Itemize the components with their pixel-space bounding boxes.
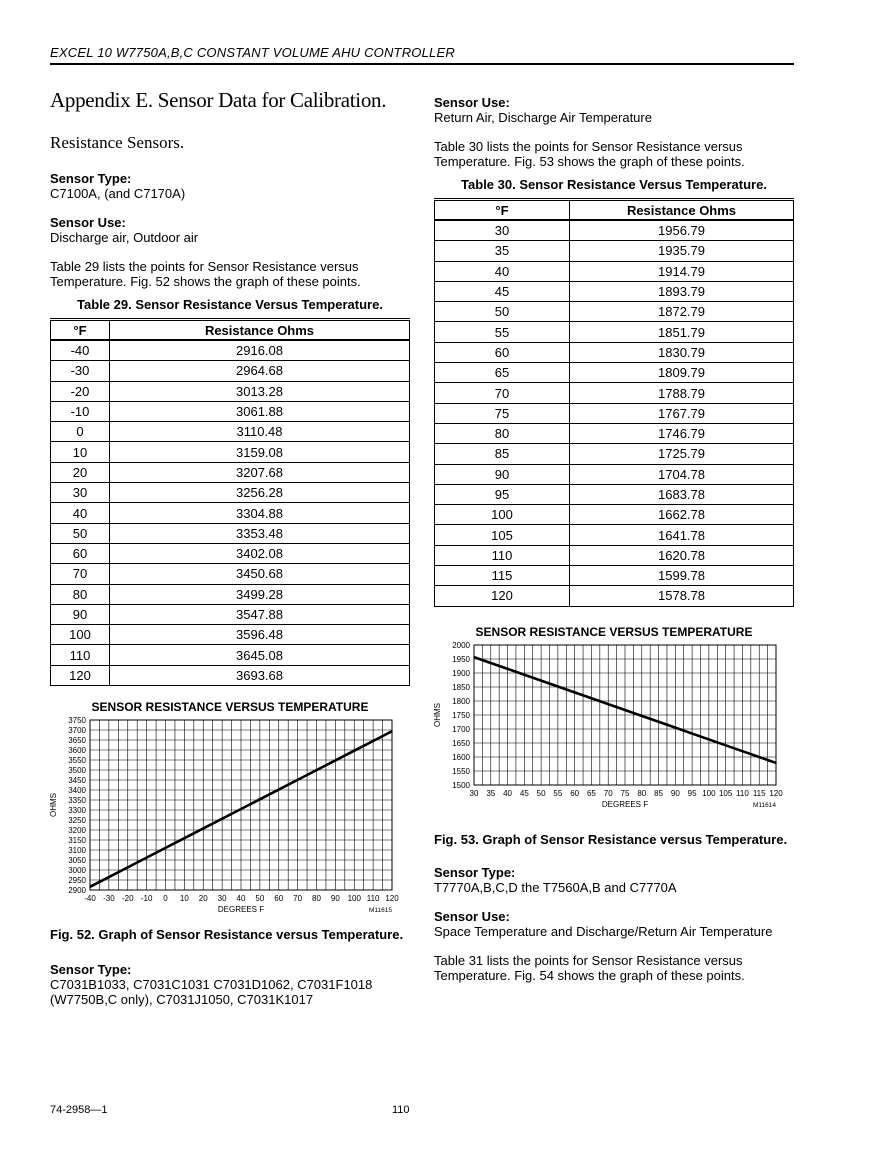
x-tick-label: 55: [553, 788, 563, 798]
data-point: [775, 762, 777, 764]
cell-resistance: 3499.28: [110, 584, 410, 604]
table-row: [435, 423, 794, 443]
table-row: [435, 281, 794, 301]
table-row: [51, 422, 410, 442]
x-tick-label: 100: [702, 788, 716, 798]
y-tick-label: 3250: [68, 816, 86, 826]
cell-temperature: 85: [435, 444, 570, 464]
x-tick-label: 50: [536, 788, 546, 798]
table-30-caption: Table 30. Sensor Resistance Versus Temperature.: [461, 177, 767, 192]
table-header-resistance: Resistance Ohms: [110, 320, 410, 341]
table-header-temp: °F: [435, 200, 570, 221]
table-29-intro: Table 29 lists the points for Sensor Resistance versus Temperature. Fig. 52 shows the graph of these points.: [50, 259, 361, 289]
data-point: [391, 731, 393, 733]
x-tick-label: 115: [752, 788, 766, 798]
cell-temperature: 30: [51, 483, 110, 503]
y-tick-label: 3400: [68, 786, 86, 796]
table-row: [435, 383, 794, 403]
cell-temperature: 80: [435, 423, 570, 443]
sensor-type-value: C7100A, (and C7170A): [50, 186, 186, 201]
header-rule: [50, 63, 794, 65]
right-column: [434, 95, 794, 997]
cell-resistance: 1662.78: [570, 505, 794, 525]
y-tick-label: 3100: [68, 846, 86, 856]
x-tick-label: 0: [163, 894, 168, 904]
table-row: [435, 464, 794, 484]
y-tick-label: 3550: [68, 756, 86, 766]
y-tick-label: 1750: [452, 710, 470, 720]
table-row: [435, 444, 794, 464]
sensor-type2-value: C7031B1033, C7031C1031 C7031D1062, C7031F1018 (W7750B,C only), C7031J1050, C7031K1017: [50, 977, 373, 1008]
sensor-use-label: Sensor Use:: [50, 215, 126, 230]
data-point: [89, 886, 91, 888]
data-point: [146, 857, 148, 859]
x-tick-label: 30: [217, 894, 227, 904]
cell-resistance: 1683.78: [570, 484, 794, 504]
x-tick-label: 70: [603, 788, 613, 798]
x-tick-label: 100: [347, 894, 361, 904]
cell-temperature: -20: [51, 381, 110, 401]
y-tick-label: 1500: [452, 780, 470, 790]
data-point: [557, 685, 559, 687]
cell-temperature: 70: [435, 383, 570, 403]
cell-temperature: 95: [435, 484, 570, 504]
x-tick-label: -40: [84, 894, 96, 904]
table-row: [435, 302, 794, 322]
cell-temperature: 20: [51, 462, 110, 482]
cell-temperature: -10: [51, 401, 110, 421]
cell-resistance: 1641.78: [570, 525, 794, 545]
chart-title: SENSOR RESISTANCE VERSUS TEMPERATURE: [91, 700, 369, 715]
cell-resistance: 1914.79: [570, 261, 794, 281]
table-row: [51, 361, 410, 381]
table-row: [435, 322, 794, 342]
y-tick-label: 3200: [68, 826, 86, 836]
table-row: [51, 503, 410, 523]
data-point: [316, 769, 318, 771]
table-29: [50, 318, 410, 686]
cell-temperature: 110: [51, 645, 110, 665]
data-point: [708, 738, 710, 740]
table-row: [51, 584, 410, 604]
table-row: [435, 566, 794, 586]
cell-resistance: 3061.88: [110, 401, 410, 421]
table-row: [51, 442, 410, 462]
sensor-use-block: [50, 215, 410, 245]
cell-temperature: 120: [51, 665, 110, 685]
cell-temperature: 40: [435, 261, 570, 281]
cell-resistance: 3159.08: [110, 442, 410, 462]
cell-temperature: -30: [51, 361, 110, 381]
x-tick-label: 95: [687, 788, 697, 798]
x-tick-label: 70: [293, 894, 303, 904]
cell-resistance: 3304.88: [110, 503, 410, 523]
fig-52-caption: Fig. 52. Graph of Sensor Resistance versus Temperature.: [50, 927, 404, 943]
data-point: [221, 818, 223, 820]
x-tick-label: 60: [570, 788, 580, 798]
x-tick-label: 20: [198, 894, 208, 904]
x-axis-label: DEGREES F: [601, 799, 649, 809]
table-header-temp: °F: [51, 320, 110, 341]
fig-53-caption: Fig. 53. Graph of Sensor Resistance versus Temperature.: [434, 831, 788, 847]
cell-temperature: 80: [51, 584, 110, 604]
table-row: [51, 543, 410, 563]
cell-temperature: 100: [435, 505, 570, 525]
data-point: [372, 740, 374, 742]
table-row: [435, 545, 794, 565]
cell-resistance: 3256.28: [110, 483, 410, 503]
cell-temperature: 110: [435, 545, 570, 565]
x-tick-label: 85: [654, 788, 664, 798]
data-point: [658, 721, 660, 723]
cell-resistance: 3450.68: [110, 564, 410, 584]
fig-53-chart: [434, 625, 794, 824]
sensor-use2-label: Sensor Use:: [434, 908, 510, 924]
x-tick-label: 120: [769, 788, 783, 798]
chart-title: SENSOR RESISTANCE VERSUS TEMPERATURE: [475, 624, 753, 639]
table-row: [435, 261, 794, 281]
sensor-type-label: Sensor Type:: [434, 864, 516, 880]
data-point: [641, 715, 643, 717]
x-tick-label: -30: [103, 894, 115, 904]
y-tick-label: 3650: [68, 736, 86, 746]
data-point: [675, 727, 677, 729]
x-tick-label: 90: [670, 788, 680, 798]
cell-resistance: 3402.08: [110, 543, 410, 563]
sensor-use-value: Discharge air, Outdoor air: [50, 230, 199, 245]
y-tick-label: 3700: [68, 726, 86, 736]
table-row: [51, 625, 410, 645]
cell-temperature: 65: [435, 363, 570, 383]
cell-resistance: 3547.88: [110, 604, 410, 624]
sensor-use-label: Sensor Use:: [434, 95, 510, 110]
data-point: [624, 709, 626, 711]
left-column: [50, 88, 410, 1021]
data-point: [202, 828, 204, 830]
chart-svg: [434, 639, 794, 819]
sensor-type-value: T7770A,B,C,D the T7560A,B and C7770A: [434, 879, 677, 895]
cell-resistance: 3596.48: [110, 625, 410, 645]
x-tick-label: 35: [486, 788, 496, 798]
data-point: [507, 668, 509, 670]
cell-temperature: 30: [435, 220, 570, 241]
cell-resistance: 1620.78: [570, 545, 794, 565]
cell-temperature: 0: [51, 422, 110, 442]
section-title: Resistance Sensors.: [50, 133, 185, 152]
data-point: [278, 789, 280, 791]
cell-resistance: 1599.78: [570, 566, 794, 586]
appendix-title: Appendix E. Sensor Data for Calibration.: [50, 88, 387, 112]
cell-resistance: 3110.48: [110, 422, 410, 442]
cell-resistance: 2964.68: [110, 361, 410, 381]
figure-code: M11614: [752, 801, 776, 809]
table-row: [51, 462, 410, 482]
cell-resistance: 1872.79: [570, 302, 794, 322]
y-tick-label: 2000: [452, 640, 470, 650]
cell-resistance: 3693.68: [110, 665, 410, 685]
cell-resistance: 1956.79: [570, 220, 794, 241]
sensor-type2-block: [50, 962, 410, 1007]
x-tick-label: 65: [586, 788, 596, 798]
data-point: [540, 679, 542, 681]
cell-temperature: 115: [435, 566, 570, 586]
table-row: [51, 523, 410, 543]
cell-temperature: 45: [435, 281, 570, 301]
table-header-resistance: Resistance Ohms: [570, 200, 794, 221]
x-tick-label: 75: [620, 788, 630, 798]
table-row: [435, 220, 794, 241]
cell-temperature: 60: [51, 543, 110, 563]
cell-temperature: 50: [435, 302, 570, 322]
cell-resistance: 1851.79: [570, 322, 794, 342]
data-point: [297, 779, 299, 781]
data-point: [725, 744, 727, 746]
sensor-type-right-block: [434, 865, 794, 895]
x-tick-label: 60: [274, 894, 284, 904]
cell-resistance: 1788.79: [570, 383, 794, 403]
sensor-type-label: Sensor Type:: [50, 171, 132, 186]
x-tick-label: -20: [121, 894, 134, 904]
table-row: [51, 483, 410, 503]
table-row: [435, 505, 794, 525]
cell-temperature: 35: [435, 241, 570, 261]
cell-resistance: 1578.78: [570, 586, 794, 606]
page-number: 110: [392, 1104, 410, 1116]
running-header: EXCEL 10 W7750A,B,C CONSTANT VOLUME AHU CONTROLLER: [50, 45, 455, 60]
x-tick-label: 120: [385, 894, 399, 904]
table-row: [51, 604, 410, 624]
cell-temperature: 55: [435, 322, 570, 342]
table-row: [51, 564, 410, 584]
data-point: [591, 697, 593, 699]
sensor-type-block: [50, 171, 410, 201]
y-axis-label: OHMS: [433, 702, 442, 727]
data-point: [490, 662, 492, 664]
sensor-use-right-block: [434, 95, 794, 125]
x-tick-label: 80: [312, 894, 321, 904]
y-tick-label: 3000: [68, 866, 86, 876]
cell-temperature: -40: [51, 340, 110, 361]
sensor-use2-block: [434, 909, 794, 939]
cell-resistance: 1725.79: [570, 444, 794, 464]
cell-resistance: 1893.79: [570, 281, 794, 301]
y-tick-label: 1850: [452, 682, 470, 692]
cell-resistance: 1746.79: [570, 423, 794, 443]
cell-temperature: 120: [435, 586, 570, 606]
x-tick-label: 90: [330, 894, 340, 904]
table-row: [435, 403, 794, 423]
data-point: [691, 732, 693, 734]
table-row: [51, 645, 410, 665]
y-tick-label: 3050: [68, 856, 86, 866]
cell-resistance: 1767.79: [570, 403, 794, 423]
y-tick-label: 1600: [452, 752, 470, 762]
y-tick-label: 3150: [68, 836, 86, 846]
data-point: [758, 756, 760, 758]
data-point: [259, 799, 261, 801]
cell-temperature: 50: [51, 523, 110, 543]
table-row: [435, 586, 794, 606]
sensor-use-value: Return Air, Discharge Air Temperature: [434, 110, 652, 125]
cell-resistance: 3353.48: [110, 523, 410, 543]
data-point: [353, 750, 355, 752]
table-31-intro: Table 31 lists the points for Sensor Resistance versus Temperature. Fig. 54 shows the graph of these points.: [434, 952, 745, 983]
x-tick-label: 110: [736, 788, 749, 798]
table-30: [434, 198, 794, 607]
table-row: [435, 342, 794, 362]
cell-resistance: 3645.08: [110, 645, 410, 665]
cell-resistance: 3207.68: [110, 462, 410, 482]
table-row: [435, 363, 794, 383]
cell-temperature: 10: [51, 442, 110, 462]
figure-code: M11615: [368, 907, 392, 915]
x-tick-label: 10: [179, 894, 189, 904]
cell-temperature: 40: [51, 503, 110, 523]
y-tick-label: 1900: [452, 668, 470, 678]
x-tick-label: 40: [503, 788, 513, 798]
y-tick-label: 1950: [452, 654, 470, 664]
cell-resistance: 3013.28: [110, 381, 410, 401]
table-row: [51, 381, 410, 401]
y-tick-label: 3300: [68, 806, 86, 816]
data-point: [335, 760, 337, 762]
table-row: [435, 241, 794, 261]
y-tick-label: 3350: [68, 796, 86, 806]
cell-temperature: 90: [435, 464, 570, 484]
x-tick-label: 50: [255, 894, 265, 904]
x-tick-label: 30: [469, 788, 479, 798]
cell-resistance: 1830.79: [570, 342, 794, 362]
cell-temperature: 70: [51, 564, 110, 584]
cell-temperature: 75: [435, 403, 570, 423]
cell-temperature: 100: [51, 625, 110, 645]
table-row: [51, 665, 410, 685]
table-row: [435, 525, 794, 545]
cell-temperature: 90: [51, 604, 110, 624]
y-tick-label: 1650: [452, 738, 470, 748]
table-row: [51, 340, 410, 361]
y-tick-label: 1700: [452, 724, 470, 734]
data-point: [524, 674, 526, 676]
x-axis-label: DEGREES F: [217, 905, 265, 915]
data-point: [108, 876, 110, 878]
table-row: [435, 484, 794, 504]
doc-number: 74-2958—1: [50, 1104, 108, 1116]
chart-svg: [50, 714, 410, 914]
sensor-type2-label: Sensor Type:: [50, 962, 132, 978]
y-tick-label: 1550: [452, 766, 470, 776]
y-tick-label: 2900: [68, 886, 86, 896]
x-tick-label: 45: [519, 788, 529, 798]
table-row: [51, 401, 410, 421]
x-tick-label: 105: [718, 788, 733, 798]
cell-resistance: 2916.08: [110, 340, 410, 361]
data-point: [473, 656, 475, 658]
y-tick-label: 3600: [68, 746, 86, 756]
x-tick-label: 40: [236, 894, 246, 904]
cell-temperature: 105: [435, 525, 570, 545]
cell-resistance: 1704.78: [570, 464, 794, 484]
sensor-use2-value: Space Temperature and Discharge/Return Air Temperature: [434, 923, 773, 939]
x-tick-label: 80: [637, 788, 647, 798]
data-point: [127, 867, 129, 869]
data-point: [240, 808, 242, 810]
data-point: [607, 703, 609, 705]
y-tick-label: 3750: [68, 716, 86, 726]
data-point: [742, 750, 744, 752]
y-tick-label: 3450: [68, 776, 86, 786]
data-point: [165, 847, 167, 849]
table-29-caption: Table 29. Sensor Resistance Versus Temperature.: [77, 297, 383, 312]
y-tick-label: 2950: [68, 876, 86, 886]
y-tick-label: 3500: [68, 766, 86, 776]
table-30-intro: Table 30 lists the points for Sensor Resistance versus Temperature. Fig. 53 shows the graph of these points.: [434, 139, 745, 169]
cell-temperature: 60: [435, 342, 570, 362]
y-axis-label: OHMS: [49, 793, 58, 818]
x-tick-label: 110: [366, 894, 380, 904]
cell-resistance: 1809.79: [570, 363, 794, 383]
y-tick-label: 1800: [452, 696, 470, 706]
data-point: [574, 691, 576, 693]
fig-52-chart: [50, 700, 410, 919]
data-point: [184, 837, 186, 839]
cell-resistance: 1935.79: [570, 241, 794, 261]
x-tick-label: -10: [140, 894, 153, 904]
